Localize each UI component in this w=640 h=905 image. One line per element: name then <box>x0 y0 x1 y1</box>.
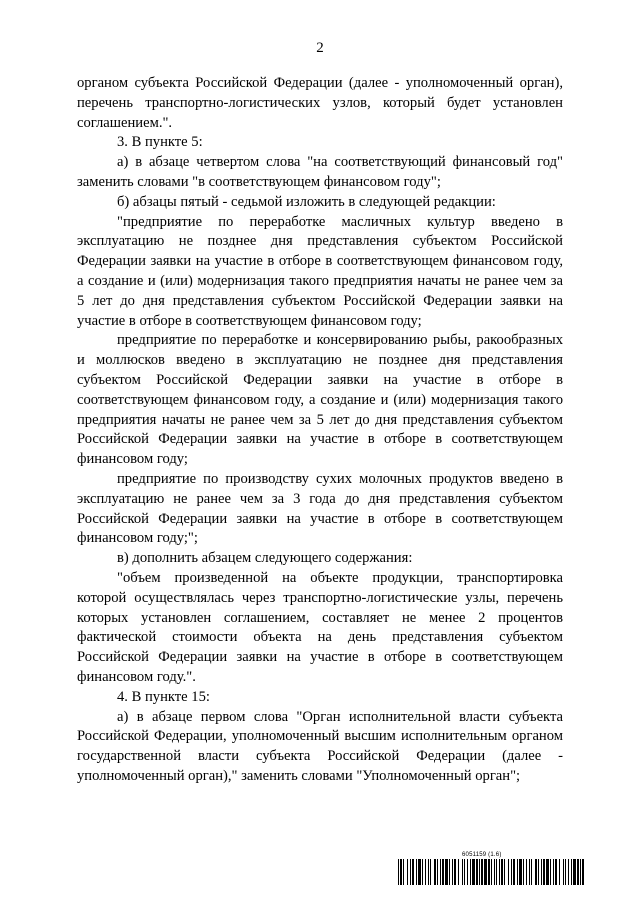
document-footer <box>398 852 584 885</box>
barcode-bar <box>494 859 495 885</box>
barcode-bar <box>538 859 539 885</box>
barcode-bar <box>416 859 417 885</box>
paragraph-11: а) в абзаце первом слова "Орган исполнительной власти субъекта Российской Федерации, уполномоченный высшим исполнительным органом государственной власти субъекта Российской Федерации (далее - уполномоченный орган)," заменить словами "Уполномоченный орган"; <box>77 708 563 784</box>
barcode-bar <box>555 859 557 885</box>
barcode-bar <box>484 859 487 885</box>
barcode-bar <box>546 859 549 885</box>
barcode-bar <box>488 859 490 885</box>
paragraph-7: предприятие по производству сухих молочных продуктов введено в эксплуатацию не ранее чем за 3 года до дня представления субъектом Российской Федерации заявки на участие в отборе в соответствующем финансовом году;"; <box>77 470 563 547</box>
barcode-bar <box>398 859 399 885</box>
barcode-bar <box>445 859 448 885</box>
paragraph-10: 4. В пункте 15: <box>117 688 210 705</box>
barcode-bar <box>462 859 463 885</box>
barcode-bar <box>407 859 408 885</box>
barcode-bar <box>580 859 581 885</box>
barcode-bar <box>523 859 524 885</box>
barcode-bar <box>430 859 431 885</box>
barcode-bar <box>481 859 483 885</box>
document-code: 6051159 (1.6) <box>462 852 502 858</box>
barcode-bar <box>442 859 444 885</box>
barcode-bar <box>563 859 564 885</box>
barcode-bar <box>571 859 572 885</box>
barcode-bar <box>472 859 475 885</box>
barcode-bar <box>543 859 545 885</box>
barcode-bar <box>501 859 503 885</box>
barcode-bar <box>418 859 421 885</box>
barcode-bar <box>476 859 478 885</box>
barcode-bar <box>529 859 530 885</box>
barcode-bar <box>464 859 465 885</box>
barcode-bar <box>449 859 450 885</box>
barcode-bar <box>467 859 468 885</box>
barcode-bar <box>541 859 542 885</box>
barcode-icon <box>398 859 584 885</box>
barcode-bar <box>422 859 423 885</box>
paragraph-4: б) абзацы пятый - седьмой изложить в следующей редакции: <box>117 193 496 210</box>
barcode-bar <box>517 859 518 885</box>
barcode-bar <box>452 859 453 885</box>
barcode-bar <box>531 859 532 885</box>
barcode-bar <box>434 859 436 885</box>
paragraph-5: "предприятие по переработке масличных культур введено в эксплуатацию не позднее дня представления субъектом Российской Федерации заявки на участие в отборе в соответствующем финансовом году, а создание и (или) модернизация такого предприятия начаты не ранее чем за 5 лет до дня представления субъектом Российской Федерации заявки на участие в отборе в соответствующем финансовом году; <box>77 213 563 329</box>
barcode-bar <box>428 859 429 885</box>
barcode-bar <box>440 859 441 885</box>
paragraph-1: органом субъекта Российской Федерации (далее - уполномоченный орган), перечень транспортно-логистических узлов, который будет установлен соглашением.". <box>77 75 563 131</box>
paragraph-8: в) дополнить абзацем следующего содержания: <box>117 550 413 567</box>
barcode-bar <box>577 859 579 885</box>
barcode-bar <box>425 859 426 885</box>
barcode-bar <box>437 859 438 885</box>
barcode-bar <box>508 859 509 885</box>
barcode-bar <box>513 859 515 885</box>
barcode-bar <box>403 859 404 885</box>
paragraph-6: предприятие по переработке и консервированию рыбы, ракообразных и моллюсков введено в эксплуатацию не позднее дня представления субъектом Российской Федерации заявки на участие в отборе в соответствующем финансовом году, а создание и (или) модернизация такого предприятия начаты не ранее чем за 5 лет до дня представления субъектом Российской Федерации заявки на участие в отборе в соответствующем финансовом году; <box>77 332 563 468</box>
barcode-bar <box>491 859 492 885</box>
barcode-bar <box>479 859 480 885</box>
barcode-bar <box>550 859 551 885</box>
barcode-bar <box>511 859 512 885</box>
barcode-bar <box>553 859 554 885</box>
paragraph-3: а) в абзаце четвертом слова "на соответствующий финансовый год" заменить словами "в соответствующем финансовом году"; <box>77 154 563 190</box>
barcode-bar <box>565 859 566 885</box>
barcode-bar <box>470 859 471 885</box>
barcode-bar <box>410 859 411 885</box>
barcode-bar <box>519 859 522 885</box>
barcode-bar <box>496 859 497 885</box>
barcode-bar <box>568 859 569 885</box>
barcode-bar <box>573 859 576 885</box>
barcode-bar <box>458 859 459 885</box>
barcode-bar <box>582 859 584 885</box>
barcode-bar <box>504 859 505 885</box>
page-number: 2 <box>316 40 324 56</box>
barcode-bar <box>526 859 527 885</box>
barcode-bar <box>412 859 414 885</box>
paragraph-2: 3. В пункте 5: <box>117 134 203 151</box>
barcode-bar <box>454 859 456 885</box>
paragraph-9: "объем произведенной на объекте продукции, транспортировка которой осуществлялась через транспортно-логистические узлы, перечень которых установлен соглашением, составляет не менее 2 процентов фактической стоимости объекта на день представления субъектом Российской Федерации заявки на участие в отборе в соответствующем финансовом году.". <box>77 569 563 685</box>
barcode-bar <box>499 859 500 885</box>
barcode-bar <box>535 859 537 885</box>
barcode-bar <box>400 859 402 885</box>
document-body <box>77 74 563 787</box>
barcode-bar <box>559 859 560 885</box>
